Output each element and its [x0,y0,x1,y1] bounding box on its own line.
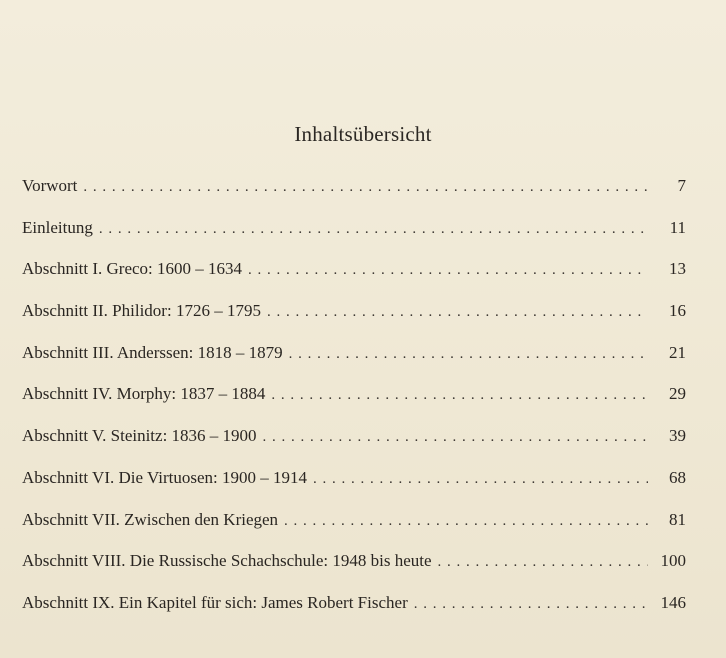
toc-entry-page: 68 [669,467,686,487]
toc-entry-label: Abschnitt II. Philidor: 1726 – 1795 [22,301,261,321]
toc-entry [22,510,686,552]
toc-entry [22,301,686,343]
dot-leader [271,387,648,404]
dot-leader [263,429,648,446]
toc-entry-page: 13 [669,259,686,279]
toc-entry [22,551,686,593]
dot-leader [99,221,648,238]
toc-entry-page: 146 [660,592,686,612]
dot-leader [289,346,648,363]
toc-entry-label: Abschnitt IX. Ein Kapitel für sich: James Robert Fischer [22,592,408,612]
toc-entry-page: 100 [660,551,686,571]
toc-entry-label: Abschnitt IV. Morphy: 1837 – 1884 [22,384,266,404]
toc-entry-label: Einleitung [22,217,93,237]
toc-entry-label: Abschnitt I. Greco: 1600 – 1634 [22,259,243,279]
dot-leader [313,471,648,488]
dot-leader [438,554,648,571]
toc-entry [22,176,686,218]
page-title: Inhaltsübersicht [294,122,432,146]
toc-entry [22,426,686,468]
table-of-contents [22,176,686,635]
toc-entry-page: 7 [677,176,686,195]
toc-entry [22,259,686,301]
toc-entry [22,343,686,385]
toc-entry-page: 39 [669,426,686,446]
dot-leader [267,304,648,321]
toc-entry-page: 16 [669,301,686,321]
dot-leader [284,513,648,530]
toc-entry [22,218,686,260]
toc-entry-label: Abschnitt VI. Die Virtuosen: 1900 – 1914 [22,467,307,487]
dot-leader [248,262,648,279]
toc-entry-label: Abschnitt V. Steinitz: 1836 – 1900 [22,426,257,446]
dot-leader [414,596,648,613]
toc-entry-page: 21 [669,342,686,362]
toc-entry [22,593,686,635]
toc-entry-page: 11 [669,217,686,237]
toc-entry-page: 29 [669,384,686,404]
toc-entry-label: Vorwort [22,176,78,195]
toc-entry-label: Abschnitt VIII. Die Russische Schachschule: 1948 bis heute [22,551,432,571]
toc-entry [22,384,686,426]
toc-entry-label: Abschnitt III. Anderssen: 1818 – 1879 [22,342,283,362]
toc-entry [22,468,686,510]
toc-entry-page: 81 [669,509,686,529]
toc-entry-label: Abschnitt VII. Zwischen den Kriegen [22,509,279,529]
dot-leader [83,179,648,196]
